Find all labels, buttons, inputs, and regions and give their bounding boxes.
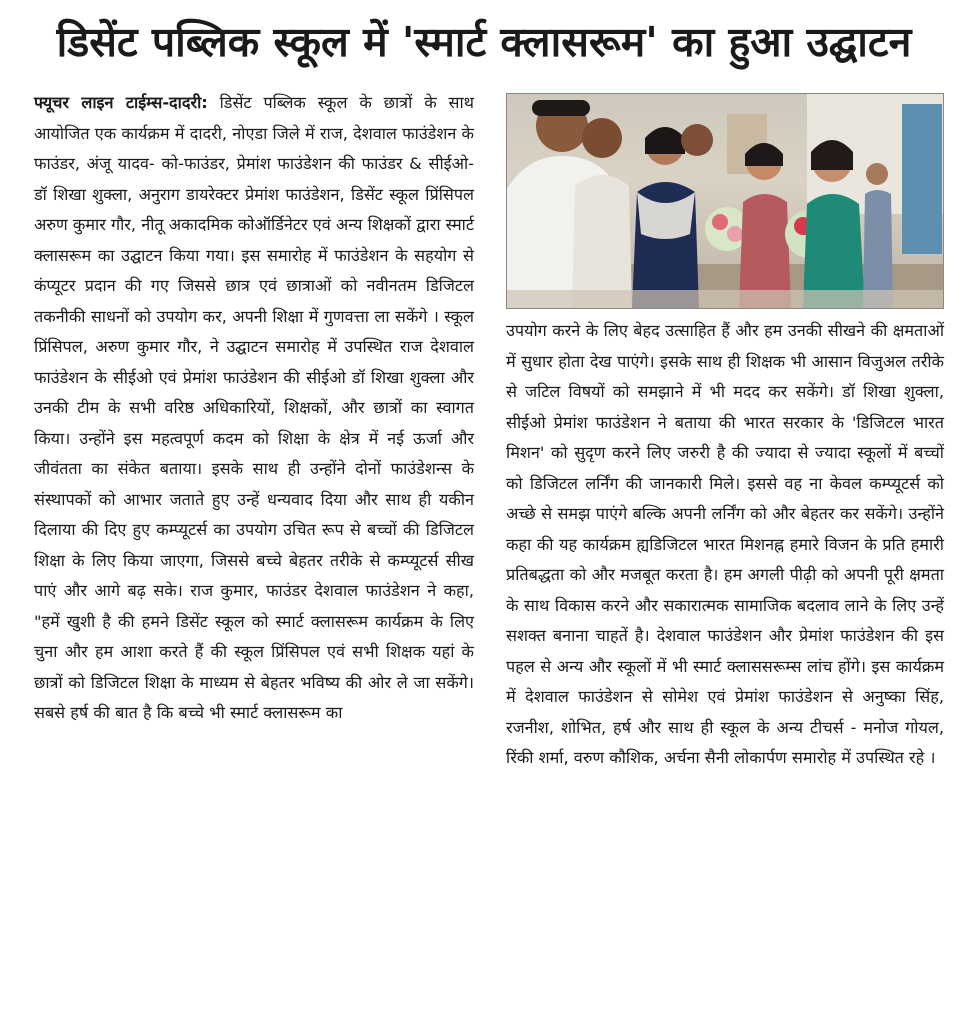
- article-column-right: [506, 316, 944, 774]
- article-body-right: उपयोग करने के लिए बेहद उत्साहित हैं और हम उनकी सीखने की क्षमताओं में सुधार होता देख पाएंगे। इसके साथ ही शिक्षक भी आसान विजुअल तरीके से जटिल विषयों को समझाने में भी मदद कर सकेंगे। डॉ शिखा शुक्ला, सीईओ प्रेमांश फाउंडेशन ने बताया की भारत सरकार के 'डिजिटल भारत मिशन' को सुदृण करने लिए जरुरी है की ज्यादा से ज्यादा स्कूलों में बच्चों को डिजिटल लर्निंग की जानकारी मिले। इससे वह ना केवल कम्प्यूटर्स को अच्छे से समझ पाएंगे बल्कि अपनी लर्निंग को और बेहतर कर सकेंगे। उन्होंने कहा की यह कार्यक्रम ह्यडिजिटल भारत मिशनह्न हमारे विजन के प्रति हमारी प्रतिबद्धता को और मजबूत करता है। हम अगली पीढ़ी को अपनी पूरी क्षमता के साथ विकास करने और सकारात्मक सामाजिक बदलाव लाने के लिए उन्हें सशक्त बनाना चाहतें है। देशवाल फाउंडेशन और प्रेमांश फाउंडेशन की इस पहल से अन्य और स्कूलों में भी स्मार्ट क्लाससरूम्स लांच होंगे। इस कार्यक्रम में देशवाल फाउंडेशन से सोमेश एवं प्रेमांश फाउंडेशन से अनुष्का सिंह, रजनीश, शोभित, हर्ष और साथ ही स्कूल के अन्य टीचर्स - मनोज गोयल, रिंकी शर्मा, वरुण कौशिक, अर्चना सैनी लोकार्पण समारोह में उपस्थित रहे ।: [506, 321, 944, 767]
- article-column-left: [34, 88, 474, 729]
- article-byline: फ्यूचर लाइन टाईम्स-दादरी:: [34, 93, 208, 112]
- article-headline: डिसेंट पब्लिक स्कूल में 'स्मार्ट क्लासरूम' का हुआ उद्घाटन: [56, 18, 912, 66]
- event-photo-illustration: [507, 94, 943, 308]
- event-photo: [506, 93, 944, 309]
- article-body-left: डिसेंट पब्लिक स्कूल के छात्रों के साथ आयोजित एक कार्यक्रम में दादरी, नोएडा जिले में राज, देशवाल फाउंडेशन के फाउंडर, अंजू यादव- को-फाउंडर, प्रेमांश फाउंडेशन की फाउंडर & सीईओ- डॉ शिखा शुक्ला, अनुराग डायरेक्टर प्रेमांश फाउंडेशन, डिसेंट स्कूल प्रिंसिपल अरुण कुमार गौर, नीतू अकादमिक कोऑर्डिनेटर एवं अन्य शिक्षकों द्वारा स्मार्ट क्लासरूम का उद्घाटन किया गया। इस समारोह में फाउंडेशन के सहयोग से कंप्यूटर प्रदान की गए जिससे छात्र एवं छात्राओं को नवीनतम डिजिटल तकनीकी साधनों को उपयोग कर, अपनी शिक्षा में गुणवत्ता ला सकेंगे । स्कूल प्रिंसिपल, अरुण कुमार गौर, ने उद्घाटन समारोह में उपस्थित राज देशवाल फाउंडेशन के सीईओ एवं प्रेमांश फाउंडेशन की सीईओ डॉ शिखा शुक्ला और उनकी टीम के सभी वरिष्ठ अधिकारियों, शिक्षकों, और छात्रों का स्वागत किया। उन्होंने इस महत्वपूर्ण कदम को शिक्षा के क्षेत्र में नई ऊर्जा और जीवंतता का संकेत बताया। इसके साथ ही उन्होंने दोनों फाउंडेशन्स के संस्थापकों को आभार जताते हुए उन्हें धन्यवाद दिया और साथ ही यकीन दिलाया की दिए हुए कम्प्यूटर्स का उपयोग उचित रूप से बच्चों की डिजिटल शिक्षा के लिए किया जाएगा, जिससे बच्चे बेहतर तरीके से कम्प्यूटर्स सीख पाएं और आगे बढ़ सके। राज कुमार, फाउंडर देशवाल फाउंडेशन ने कहा, "हमें खुशी है की हमने डिसेंट स्कूल को स्मार्ट क्लासरूम कार्यक्रम के लिए चुना और हम आशा करते हैं की स्कूल प्रिंसिपल एवं सभी शिक्षक यहां के छात्रों को डिजिटल शिक्षा के माध्यम से बेहतर भविष्य की ओर ले जा सकेंगे। सबसे हर्ष की बात है कि बच्चे भी स्मार्ट क्लासरूम का: [34, 93, 474, 722]
